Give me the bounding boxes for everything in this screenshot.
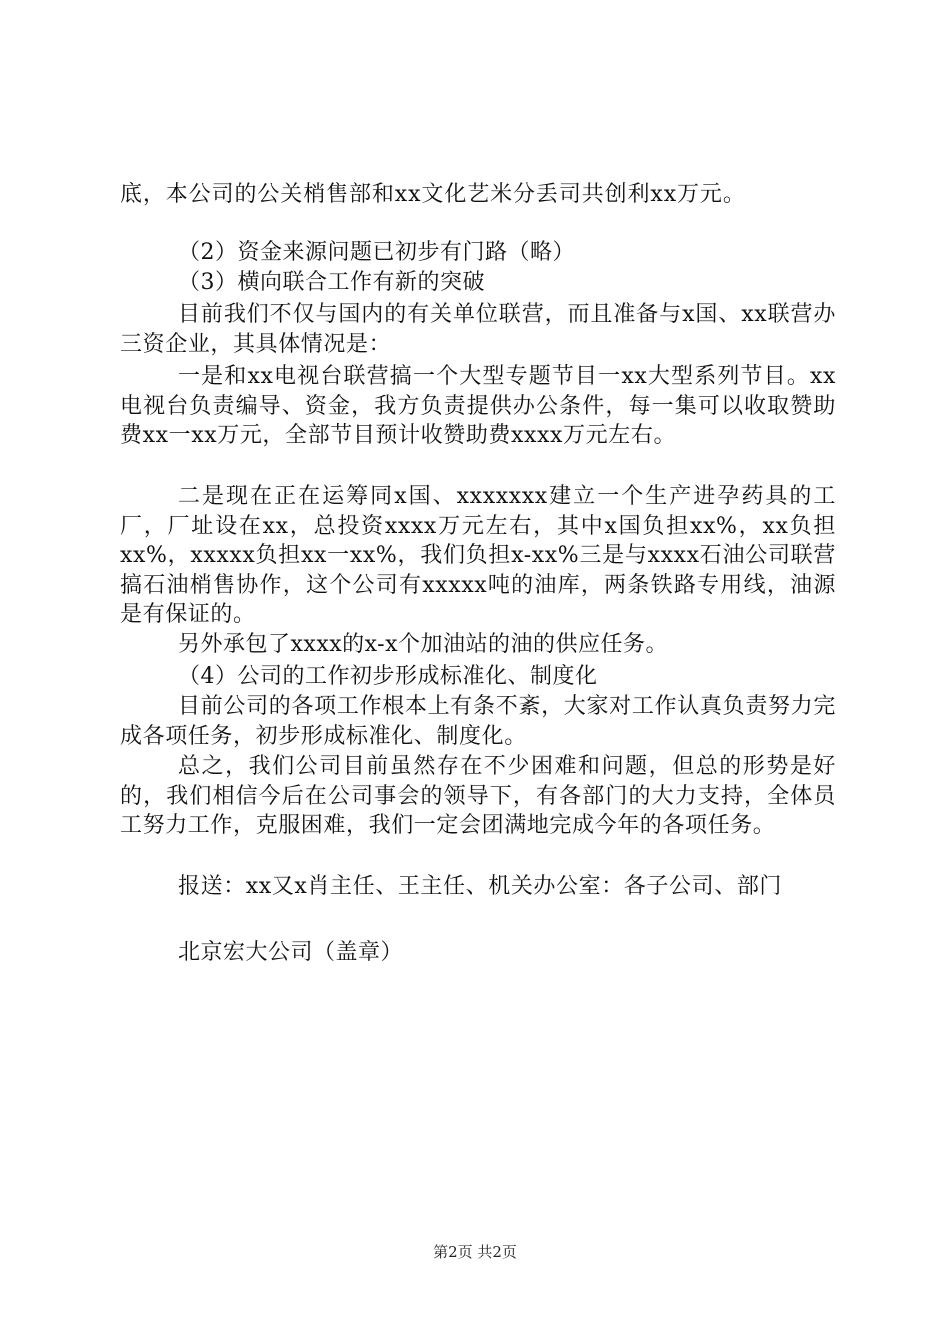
paragraph-joint-venture-intro: 目前我们不仅与国内的有关单位联营，而且准备与x国、xx联营办三资企业，其具体情况是：: [120, 302, 836, 357]
signature-line: 北京宏大公司（盖章）: [178, 940, 404, 965]
paragraph-gas-station: 另外承包了xxxx的x-x个加油站的油的供应任务。: [178, 632, 668, 657]
page-number-footer: 第2页 共2页: [433, 1243, 517, 1261]
paragraph-tv-program: 一是和xx电视台联营搞一个大型专题节目一xx大型系列节目。xx电视台负责编导、资金，我方负责提供办公条件，每一集可以收取赞助费xx一xx万元，全部节目预计收赞助费xxxx万元左右。: [120, 364, 836, 448]
paragraph-standardization: 目前公司的各项工作根本上有条不紊，大家对工作认真负责努力完成各项任务，初步形成标准化、制度化。: [120, 694, 836, 749]
paragraph-cc-list: 报送：xx又x肖主任、王主任、机关办公室：各子公司、部门: [178, 874, 783, 899]
continuation-line: 底，本公司的公关梢售部和xx文化艺米分丢司共创利xx万元。: [120, 182, 746, 207]
paragraph-factory-oil: 二是现在正在运筹同x国、xxxxxxx建立一个生产进孕药具的工厂，厂址设在xx，总投资xxxx万元左右，其中x国负担xx%，xx负担xx%，xxxxx负担xx一xx%，我们负担x-xx%三是与xxxx石油公司联营搞石油梢售协作，这个公司有xxxxx吨的油库，两条铁路专用线，油源是有保证的。: [120, 484, 836, 627]
paragraph-summary: 总之，我们公司目前虽然存在不少困难和问题，但总的形势是好的，我们相信今后在公司事会的领导下，有各部门的大力支持，全体员工努力工作，克服困难，我们一定会团满地完成今年的各项任务。: [120, 754, 836, 838]
item-4-heading: （4）公司的工作初步形成标准化、制度化: [178, 664, 598, 689]
item-3-heading: （3）横向联合工作有新的突破: [178, 270, 485, 295]
item-2-heading: （2）资金来源问题已初步有门路（略）: [178, 240, 575, 265]
